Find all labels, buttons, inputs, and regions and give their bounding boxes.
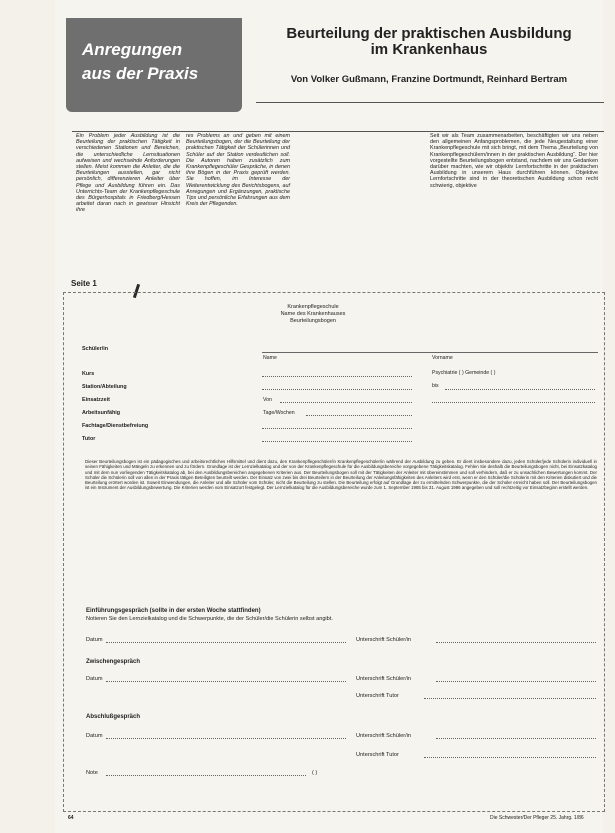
journal-source: Die Schwester/Der Pfleger 25. Jahrg. 1/86	[490, 815, 584, 821]
date-label-1: Datum	[86, 637, 103, 643]
evaluation-form	[63, 292, 605, 812]
course-label: Kurs	[82, 371, 95, 377]
midterm-meeting-heading: Zwischengespräch	[86, 659, 141, 665]
station-label: Station/Abteilung	[82, 384, 127, 390]
title-line-1: Beurteilung der praktischen Ausbildung	[286, 25, 572, 42]
assignment-time-label: Einsatzzeit	[82, 397, 110, 403]
student-name-line[interactable]	[262, 352, 598, 353]
intro-meeting-heading: Einführungsgespräch (sollte in der ersten Woche stattfinden)	[86, 608, 261, 614]
student-label: Schüler/in	[82, 346, 109, 352]
school-name: Krankenpflegeschule	[287, 304, 339, 310]
title-rule	[256, 102, 604, 103]
tutor-label: Tutor	[82, 436, 96, 442]
until-label: bis	[432, 383, 439, 389]
hospital-name: Name des Krankenhauses	[280, 311, 346, 317]
banner-line-1: Anregungen	[82, 40, 183, 59]
signature-student-label-3: Unterschrift Schüler/in	[356, 733, 412, 739]
firstname-label: Vorname	[432, 355, 453, 361]
training-days-field[interactable]	[262, 428, 412, 429]
page-number: 64	[68, 815, 74, 821]
days-weeks-label: Tage/Wochen	[263, 410, 295, 416]
tutor-field[interactable]	[262, 441, 412, 442]
signature-student-field-2[interactable]	[436, 681, 596, 682]
from-field[interactable]	[280, 402, 412, 403]
course-field[interactable]	[262, 376, 412, 377]
date-field-3[interactable]	[106, 738, 346, 739]
training-days-label: Fachtage/Dienstbefreiung	[82, 423, 149, 429]
grade-field[interactable]	[106, 775, 306, 776]
signature-tutor-label-2: Unterschrift Tutor	[356, 693, 399, 699]
grade-parenthesis: ( )	[312, 770, 318, 776]
section-banner	[66, 18, 242, 112]
grade-label: Note	[86, 770, 98, 776]
intro-rule	[72, 131, 604, 132]
signature-tutor-field-2[interactable]	[424, 698, 596, 699]
days-weeks-field[interactable]	[306, 415, 412, 416]
station-field[interactable]	[262, 389, 412, 390]
signature-student-field-3[interactable]	[436, 738, 596, 739]
date-field-2[interactable]	[106, 681, 346, 682]
title-line-2: im Krankenhaus	[370, 41, 488, 58]
signature-tutor-label-3: Unterschrift Tutor	[356, 752, 399, 758]
psychiatry-community-options[interactable]: Psychiatrie ( ) Gemeinde ( )	[432, 370, 496, 376]
signature-tutor-field-3[interactable]	[424, 757, 596, 758]
form-page-label: Seite 1	[71, 279, 97, 288]
intro-column-3: Seit wir als Team zusammenarbeiten, beschäftigten wir uns neben den allgemeinen Anfangsproblemen, die jede Neugestaltung einer Krankenpflegeschule mit sich bringt, mit dem Thema „Beurteilung von Krankenpflegeschülern/innen in der praktischen Ausbildung“. Der hier vorgestellte Beurteilungsbogen entstand, nachdem wir uns Gedanken darüber machten, wie wir objektiv Lernfortschritte in der praktischen Ausbildung in unserem Haus durchführen können. Objektive Lernfortschritte sind in der theoretischen Ausbildung schon recht schwierig, objektive	[430, 133, 598, 189]
intro-column-2: res Problems an und geben mit einem Beurteilungsbogen, der die Beurteilung der praktischen Tätigkeit der Schülerinnen und Schüler auf der Station verdeutlichen soll. Die Autoren haben zusätzlich zum Krankenpflegeschüler Gespräche, in denen ihre Bögen in der Praxis geprüft werden. Sie hoffen, im Interesse der Weiterentwicklung des Berichtsbogens, auf Anregungen und Ergänzungen, praktische Tips und persönliche Erfahrungen aus dem Kreis der Pflegenden.	[186, 133, 290, 208]
from-label: Von	[263, 397, 272, 403]
date-label-2: Datum	[86, 676, 103, 682]
form-title: Beurteilungsbogen	[290, 318, 336, 324]
school-header	[263, 304, 363, 325]
until-field[interactable]	[445, 389, 595, 390]
article-title	[262, 26, 596, 58]
incapacity-label: Arbeitsunfähig	[82, 410, 121, 416]
signature-student-label-2: Unterschrift Schüler/in	[356, 676, 412, 682]
banner-line-2: aus der Praxis	[82, 64, 199, 83]
intro-column-1: Ein Problem jeder Ausbildung ist die Beurteilung der praktischen Tätigkeit in verschiedenen Stationen und Bereichen, die unterschiedliche Lernsituationen aufweisen und wechselnde Anforderungen stellen. Meist kommen die Anleiter, die die Beurteilungen ausstellen, gar nicht persönlich, differenzieren Anleiter über Pflege und Ausbildung führen ein. Das Unterrichts-Team der Krankenpflegeschule des Bürgerhospitals in Friedberg/Hessen arbeitet daran nach in gewisser Hinsicht ihre	[76, 133, 180, 214]
assignment-extra-field[interactable]	[432, 402, 595, 403]
date-field-1[interactable]	[106, 642, 346, 643]
form-instructions: Dieser Beurteilungsbogen ist ein pädagogisches und arbeitsrechtliches Hilfsmittel und dient dazu, den Krankenpflegeschüler/in Krankenpflegeschüler/in während der Ausbildung zu geben. Er dient insbesondere dazu, jeden Schüler/jede Schülerin individuell in seinen Fähigkeiten und Mängeln zu erkennen und zu fördern. Grundlage ist der Lernzielkatalog und der von der Krankenpflegeschule für die Ausbildungsbereiche vorgegebene Tätigkeitskatalog. Fehlen Sie deshalb die Beurteilungsbogen nicht, bei Einsatzkatalog und mit dem nun vorliegenden Tätigkeitskatalog ab, bei den Ausbildungsbereichen angegebenen Kriterien aus. Der Beurteilungsbogen soll mit der Tätigkeiten der Anleiter mit übereinstimmen und soll verhindern, daß er zu unsachlichen Bewertungen kommt. Der Schüler die Schülerin soll von allen in der Praxis tätigen Beteiligten beurteilt werden. Der Einsatz von zwei bis drei Beurteilern in der Beurteilung der Anleitungsfähigkeiten des Anleiters wird erst, wenn er den Schüler/die Schülerin mit den Kriterien diskutiert und die Beurteilung erörtert worden ist. Soweit Einwendungen, die Anleiter und alle Schüler vom Schüler, nicht die Beurteilung zu stellen. Die Beurteilung erfolgt auf Grundlage der zu ermittelnden Schwerpunkte, die der Schüler erreicht haben soll. Der Beurteilungsbogen ist ein Instrument der Ausbildungsbewertung. Die Kriterien werden vom Einsatzort festgelegt. Der Lernzielkatalog für die Ausbildungsbereiche wurde zum 1. September 1985 bis 31. August 1986 angegeben und soll rechtzeitig vor Einsatzbeginn erstellt werden.	[85, 459, 597, 491]
date-label-3: Datum	[86, 733, 103, 739]
name-label: Name	[263, 355, 277, 361]
intro-meeting-instruction: Notieren Sie den Lernzielkatalog und die Schwerpunkte, die der Schüler/die Schülerin selbst angibt.	[86, 616, 333, 622]
final-meeting-heading: Abschlußgespräch	[86, 714, 141, 720]
article-authors: Von Volker Gußmann, Franzine Dortmundt, Reinhard Bertram	[290, 74, 568, 85]
signature-student-label-1: Unterschrift Schüler/in	[356, 637, 412, 643]
signature-student-field-1[interactable]	[436, 642, 596, 643]
